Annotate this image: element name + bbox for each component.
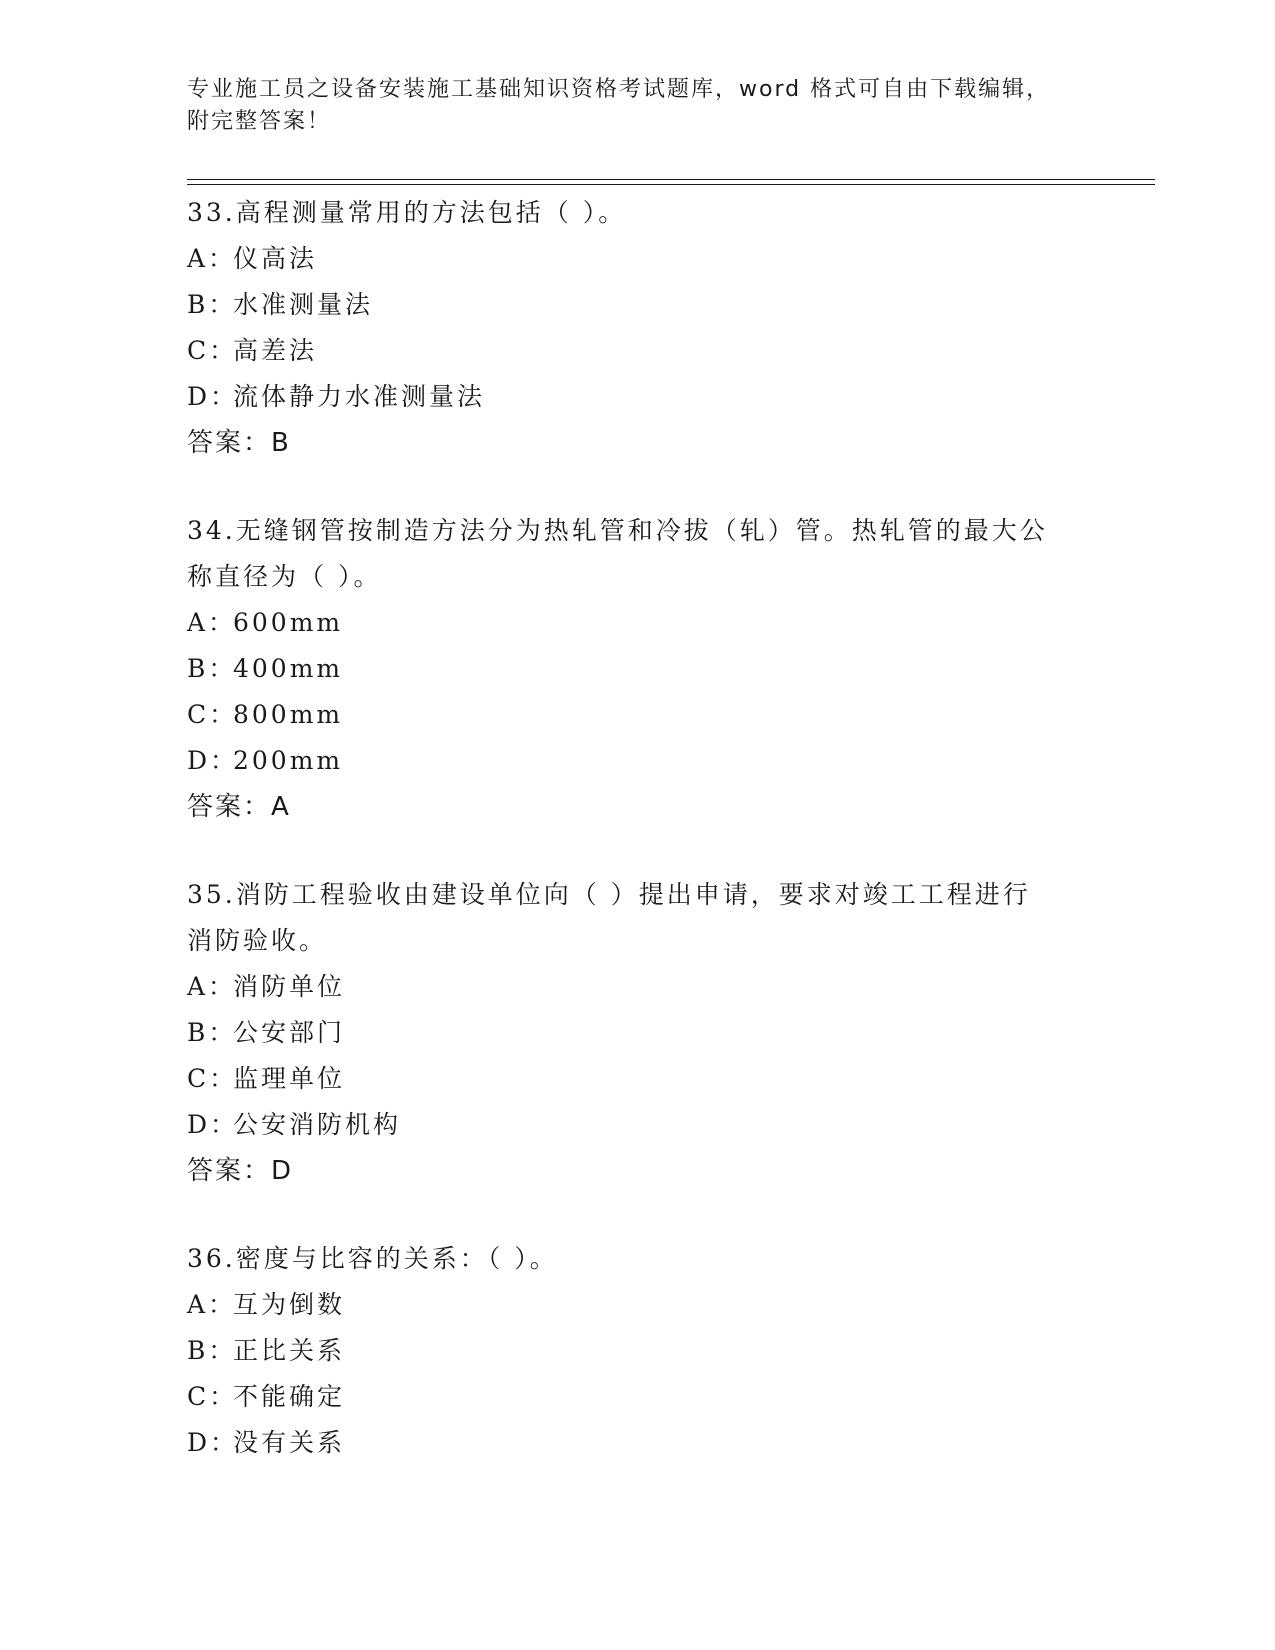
- question-stem: 消防验收。: [187, 926, 328, 955]
- answer-key: 答案：A: [187, 792, 291, 822]
- answer-option: [187, 600, 1087, 646]
- answer-option: [187, 692, 1087, 738]
- question-stem: 34.无缝钢管按制造方法分为热轧管和冷拔（轧）管。热轧管的最大公: [187, 516, 1048, 545]
- option-key: C：: [187, 1064, 238, 1093]
- answer-option: [187, 646, 1087, 692]
- option-text: 水准测量法: [233, 290, 374, 319]
- option-key: C：: [187, 1382, 238, 1411]
- option-key: B：: [187, 290, 237, 319]
- option-key: B：: [187, 654, 237, 683]
- option-text: 互为倒数: [233, 1290, 346, 1319]
- option-key: D：: [187, 1110, 239, 1139]
- answer-option: [187, 1282, 1087, 1328]
- question-item: [187, 508, 1087, 830]
- option-key: C：: [187, 700, 238, 729]
- option-text: 不能确定: [233, 1382, 346, 1411]
- header-divider-bottom: [187, 184, 1155, 185]
- option-text: 正比关系: [233, 1336, 346, 1365]
- option-key: D：: [187, 746, 239, 775]
- option-text: 监理单位: [233, 1064, 346, 1093]
- answer-option: [187, 1056, 1087, 1102]
- answer-key: 答案：B: [187, 428, 291, 458]
- option-key: B：: [187, 1336, 237, 1365]
- answer-option: [187, 236, 1087, 282]
- answer-option: [187, 1420, 1087, 1466]
- answer-option: [187, 1102, 1087, 1148]
- header-divider-top: [187, 179, 1155, 180]
- option-key: B：: [187, 1018, 237, 1047]
- option-text: 流体静力水准测量法: [233, 382, 486, 411]
- question-stem: 称直径为（ ）。: [187, 562, 382, 591]
- option-text: 消防单位: [233, 972, 346, 1001]
- header-line-2: 附完整答案！: [187, 109, 332, 134]
- option-text: 200mm: [233, 746, 344, 775]
- option-key: D：: [187, 382, 239, 411]
- option-text: 没有关系: [233, 1428, 346, 1457]
- question-stem: 35.消防工程验收由建设单位向（ ）提出申请，要求对竣工工程进行: [187, 880, 1031, 909]
- header-line-1: 专业施工员之设备安装施工基础知识资格考试题库，word 格式可自由下载编辑，: [187, 77, 1051, 102]
- option-key: A：: [187, 244, 237, 273]
- answer-option: [187, 1010, 1087, 1056]
- answer-option: [187, 1374, 1087, 1420]
- option-text: 600mm: [233, 608, 344, 637]
- option-text: 仪高法: [233, 244, 318, 273]
- option-text: 公安消防机构: [233, 1110, 402, 1139]
- question-list: [187, 190, 1087, 1508]
- option-key: D：: [187, 1428, 239, 1457]
- option-text: 800mm: [233, 700, 344, 729]
- question-item: [187, 872, 1087, 1194]
- answer-key: 答案：D: [187, 1156, 294, 1186]
- answer-option: [187, 738, 1087, 784]
- question-item: [187, 190, 1087, 466]
- option-key: A：: [187, 972, 237, 1001]
- question-stem: 33.高程测量常用的方法包括（ ）。: [187, 198, 627, 227]
- question-stem: 36.密度与比容的关系：（ ）。: [187, 1244, 558, 1273]
- answer-option: [187, 1328, 1087, 1374]
- option-key: A：: [187, 1290, 237, 1319]
- answer-option: [187, 374, 1087, 420]
- answer-option: [187, 328, 1087, 374]
- answer-option: [187, 282, 1087, 328]
- option-text: 公安部门: [233, 1018, 346, 1047]
- option-key: C：: [187, 336, 238, 365]
- option-text: 400mm: [233, 654, 344, 683]
- option-text: 高差法: [233, 336, 318, 365]
- option-key: A：: [187, 608, 237, 637]
- document-header: [187, 74, 1067, 138]
- answer-option: [187, 964, 1087, 1010]
- question-item: [187, 1236, 1087, 1466]
